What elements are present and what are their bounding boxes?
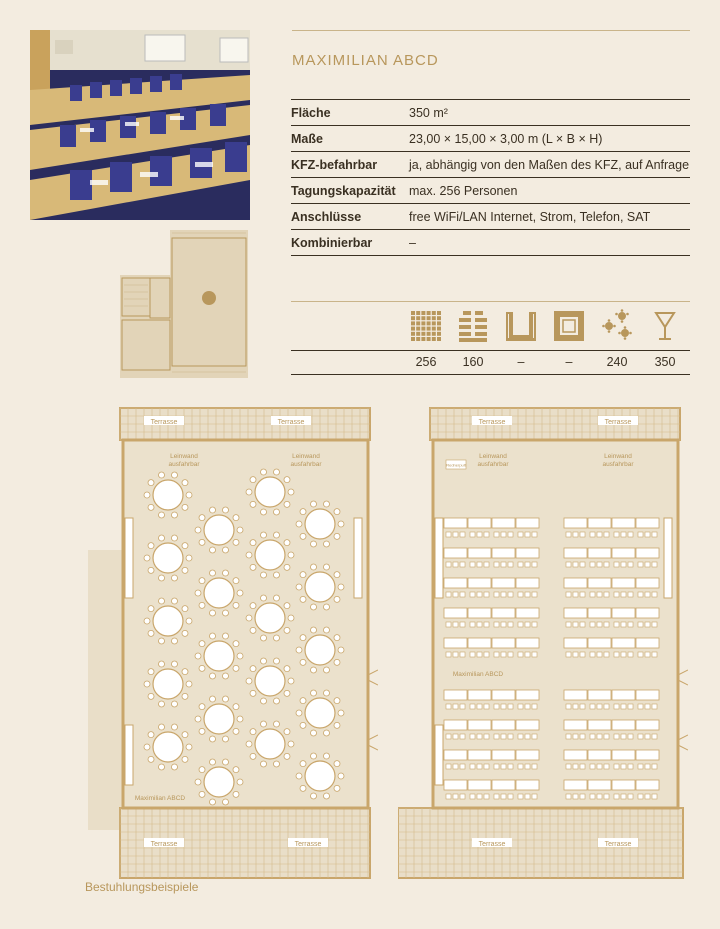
top-rule bbox=[292, 30, 690, 31]
block-capacity: – bbox=[565, 355, 573, 369]
classroom-floor-plan bbox=[398, 400, 688, 880]
seating-icons-row bbox=[291, 301, 690, 351]
banquet-round-seating-icon bbox=[600, 309, 634, 343]
spec-label: Kombinierbar bbox=[291, 230, 409, 256]
terrace-label: Terrasse bbox=[478, 841, 506, 848]
spec-label: Anschlüsse bbox=[291, 204, 409, 230]
terrace-label: Terrasse bbox=[150, 841, 178, 848]
reception-cocktail-icon bbox=[648, 309, 682, 343]
spec-row-dimensions bbox=[291, 126, 690, 152]
terrace-label: Terrasse bbox=[294, 841, 322, 848]
spec-row-connections bbox=[291, 204, 690, 230]
floor-plan-thumbnail bbox=[120, 230, 250, 378]
screen-label: ausfahrbar bbox=[602, 461, 634, 468]
spec-value: – bbox=[409, 230, 690, 256]
spec-row-combinable bbox=[291, 230, 690, 256]
spec-label: Fläche bbox=[291, 100, 409, 126]
terrace-label: Terrasse bbox=[277, 419, 305, 426]
block-seating-icon bbox=[552, 309, 586, 343]
classroom-seating-icon bbox=[456, 309, 490, 343]
screen-label: Leinwand bbox=[170, 453, 198, 460]
spec-label: KFZ-befahrbar bbox=[291, 152, 409, 178]
spec-value: 23,00 × 15,00 × 3,00 m (L × B × H) bbox=[409, 126, 690, 152]
reception-capacity: 350 bbox=[654, 355, 676, 369]
spec-value: ja, abhängig von den Maßen des KFZ, auf Anfrage bbox=[409, 152, 690, 178]
theater-seating-icon bbox=[409, 309, 443, 343]
spec-label: Maße bbox=[291, 126, 409, 152]
banquet-capacity: 240 bbox=[606, 355, 628, 369]
terrace-label: Terrasse bbox=[478, 419, 506, 426]
screen-label: Leinwand bbox=[604, 453, 632, 460]
spec-label: Tagungskapazität bbox=[291, 178, 409, 204]
screen-label: Leinwand bbox=[479, 453, 507, 460]
terrace-label: Terrasse bbox=[604, 419, 632, 426]
spec-row-area bbox=[291, 100, 690, 126]
screen-label: ausfahrbar bbox=[290, 461, 322, 468]
terrace-label: Terrasse bbox=[604, 841, 632, 848]
screen-label: ausfahrbar bbox=[477, 461, 509, 468]
room-specs-table bbox=[291, 99, 690, 256]
u-shape-seating-icon bbox=[504, 309, 538, 343]
banquet-floor-plan bbox=[88, 400, 378, 880]
screen-label: ausfahrbar bbox=[168, 461, 200, 468]
spec-row-vehicle-access bbox=[291, 152, 690, 178]
room-label: Maximilian ABCD bbox=[134, 795, 186, 802]
room-title: MAXIMILIAN ABCD bbox=[292, 52, 439, 69]
seating-values-row bbox=[291, 349, 690, 375]
screen-label: Leinwand bbox=[292, 453, 320, 460]
spec-row-capacity bbox=[291, 178, 690, 204]
podium-label: Rednerpult bbox=[446, 462, 466, 468]
terrace-label: Terrasse bbox=[150, 419, 178, 426]
footer-caption: Bestuhlungsbeispiele bbox=[85, 880, 199, 894]
spec-value: 350 m² bbox=[409, 100, 690, 126]
spec-value: free WiFi/LAN Internet, Strom, Telefon, SAT bbox=[409, 204, 690, 230]
theater-capacity: 256 bbox=[415, 355, 437, 369]
room-photo bbox=[30, 30, 250, 220]
spec-value: max. 256 Personen bbox=[409, 178, 690, 204]
classroom-capacity: 160 bbox=[462, 355, 484, 369]
room-label: Maximilian ABCD bbox=[452, 671, 504, 678]
u-shape-capacity: – bbox=[517, 355, 525, 369]
